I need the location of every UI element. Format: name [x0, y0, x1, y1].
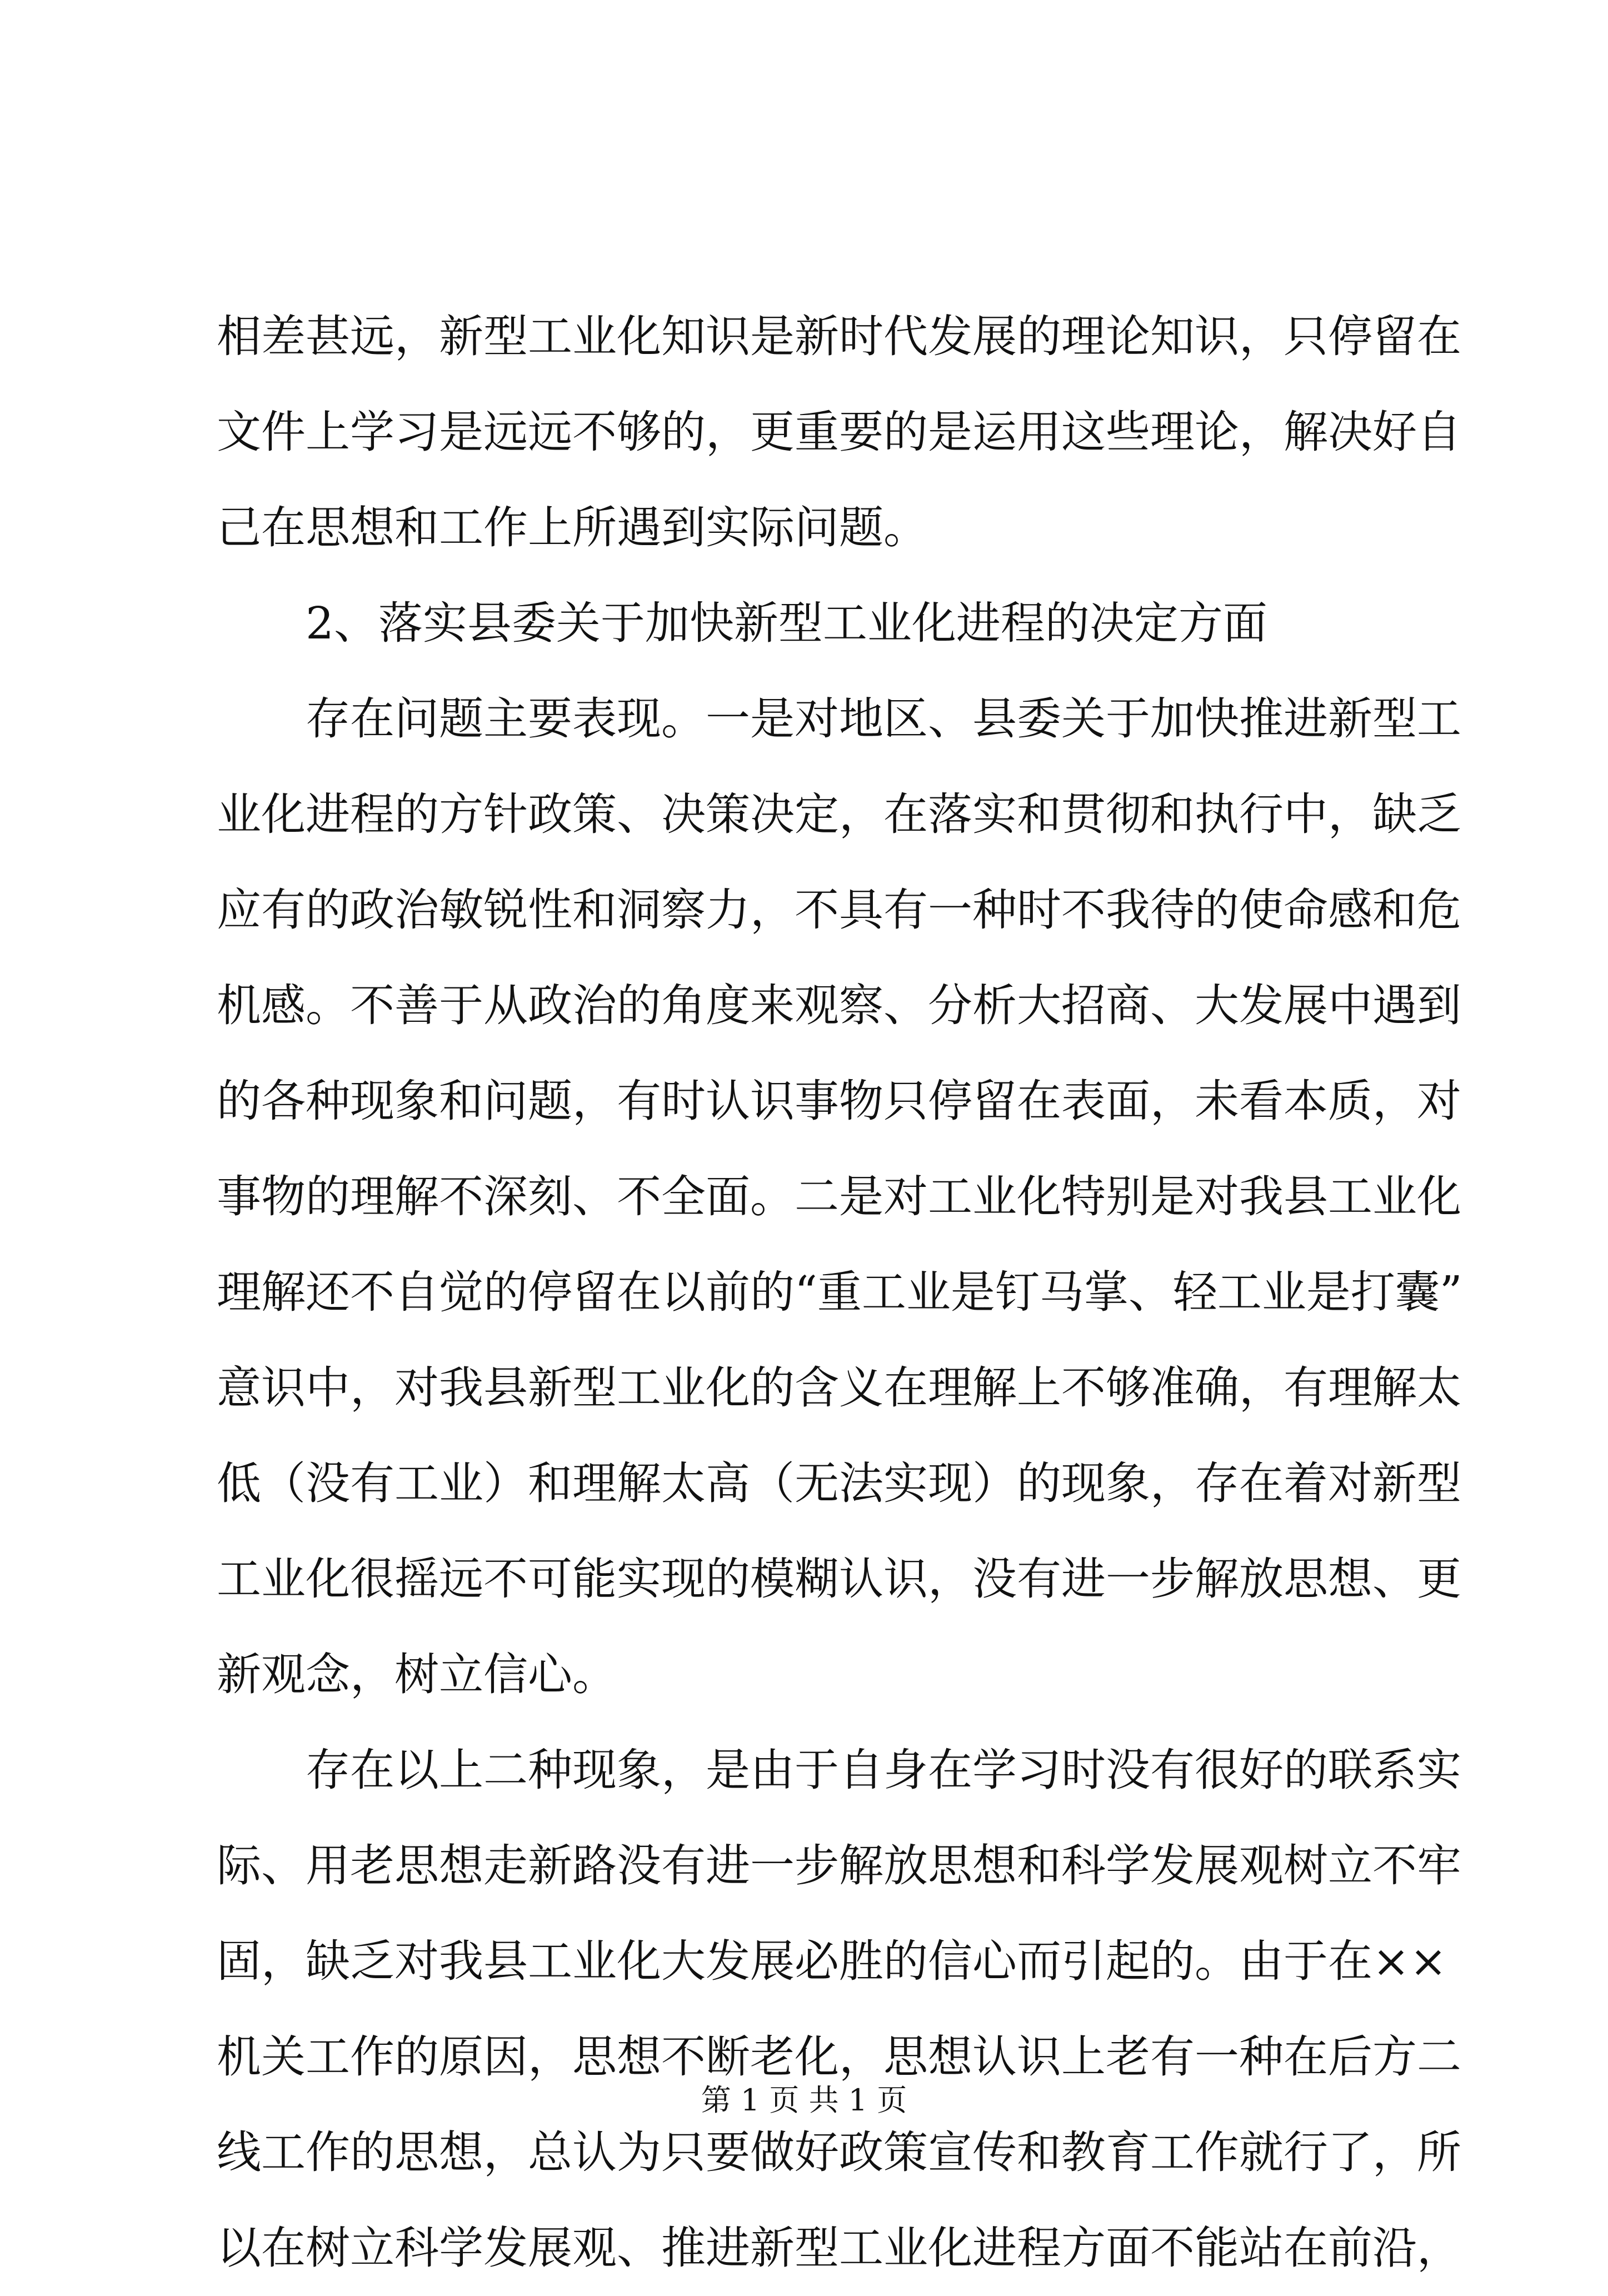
paragraph-line: 机关工作的原因，思想不断老化，思想认识上老有一种在后方二: [217, 2031, 1461, 2083]
paragraph-line: 文件上学习是远远不够的，更重要的是运用这些理论，解决好自: [217, 406, 1461, 458]
paragraph-line: 工业化很摇远不可能实现的模糊认识，没有进一步解放思想、更: [217, 1553, 1461, 1605]
page-footer: [0, 2081, 1608, 2120]
heading-text: 2、落实县委关于加快新型工业化进程的决定方面: [306, 597, 1267, 649]
page-number: 第 1 页 共 1 页: [701, 2083, 907, 2118]
paragraph-line: 业化进程的方针政策、决策决定，在落实和贯彻和执行中，缺乏: [217, 788, 1461, 840]
paragraph-line: 机感。不善于从政治的角度来观察、分析大招商、大发展中遇到: [217, 980, 1461, 1031]
paragraph-3: [217, 1723, 1461, 2296]
paragraph-1: [217, 289, 1461, 576]
paragraph-line: 相差甚远，新型工业化知识是新时代发展的理论知识，只停留在: [217, 311, 1461, 362]
paragraph-line: 低（没有工业）和理解太高（无法实现）的现象，存在着对新型: [217, 1458, 1461, 1509]
paragraph-line: 存在问题主要表现。一是对地区、县委关于加快推进新型工: [306, 693, 1461, 745]
paragraph-line: 应有的政治敏锐性和洞察力，不具有一种时不我待的使命感和危: [217, 884, 1461, 936]
paragraph-line: 事物的理解不深刻、不全面。二是对工业化特别是对我县工业化: [217, 1171, 1461, 1222]
paragraph-line: 固，缺乏对我县工业化大发展必胜的信心而引起的。由于在××: [217, 1935, 1447, 1987]
paragraph-line: 存在以上二种现象，是由于自身在学习时没有很好的联系实: [306, 1744, 1461, 1796]
paragraph-line: 际、用老思想走新路没有进一步解放思想和科学发展观树立不牢: [217, 1840, 1461, 1891]
paragraph-line: 己在思想和工作上所遇到实际问题。: [217, 502, 928, 553]
paragraph-line: 理解还不自觉的停留在以前的“重工业是钉马掌、轻工业是打囊”: [217, 1266, 1462, 1318]
paragraph-2: [217, 671, 1462, 1723]
document-body: [217, 289, 1462, 2296]
paragraph-line: 的各种现象和问题，有时认识事物只停留在表面，未看本质，对: [217, 1075, 1461, 1127]
paragraph-line: 以在树立科学发展观、推进新型工业化进程方面不能站在前沿，: [217, 2222, 1461, 2274]
section-heading-2: [217, 576, 1406, 671]
paragraph-line: 新观念，树立信心。: [217, 1649, 617, 1700]
paragraph-line: 意识中，对我县新型工业化的含义在理解上不够准确，有理解太: [217, 1362, 1461, 1414]
paragraph-line: 线工作的思想，总认为只要做好政策宣传和教育工作就行了，所: [217, 2127, 1461, 2178]
